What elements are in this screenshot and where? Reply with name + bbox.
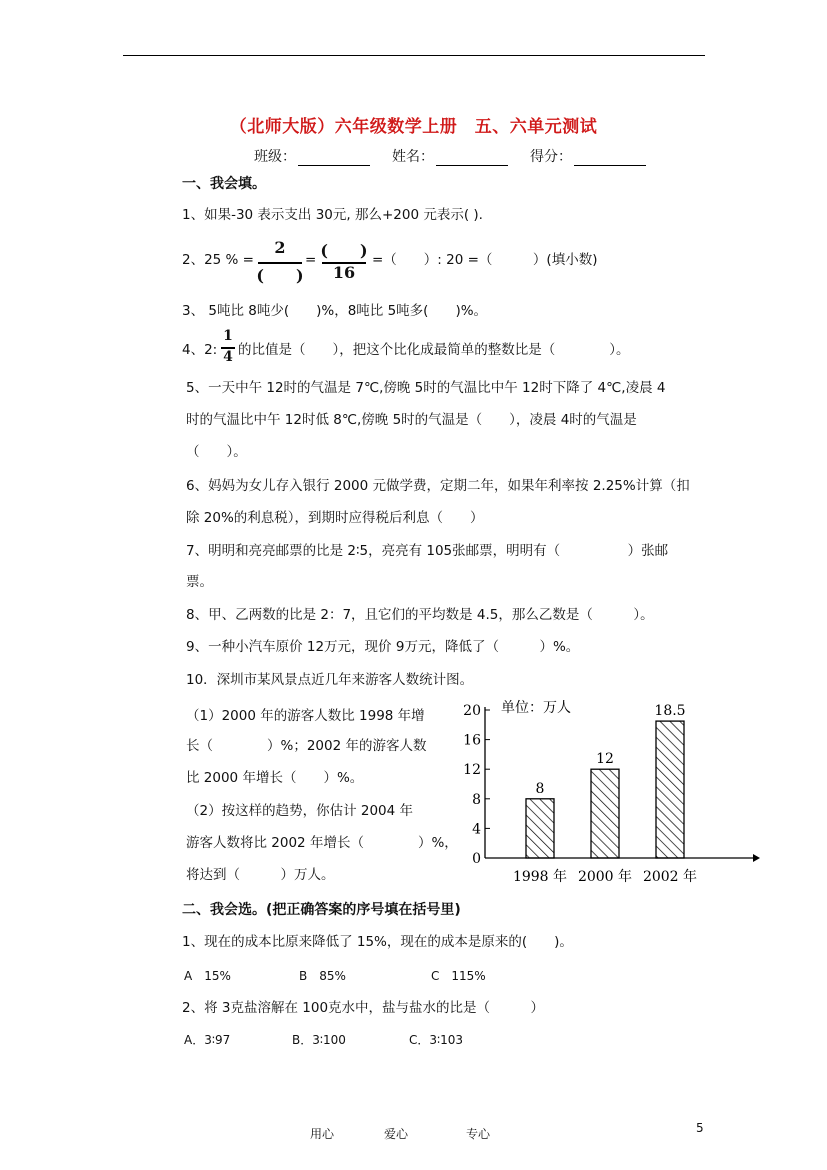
fraction-numerator: ( ) <box>320 241 368 260</box>
x-category-label: 2002 年 <box>642 869 698 885</box>
question-5-line3: （ ）。 <box>186 444 247 460</box>
fraction-denominator: ( ) <box>256 266 304 285</box>
bar <box>526 799 554 858</box>
chart-unit-label: 单位：万人 <box>501 700 571 716</box>
x-category-label: 2000 年 <box>577 869 633 885</box>
choice-2-option-a[interactable]: A．3∶97 <box>184 1033 231 1047</box>
question-8: 8、甲、乙两数的比是 2：7，且它们的平均数是 4.5，那么乙数是（ ）。 <box>186 607 654 623</box>
bar-value-label: 18.5 <box>654 703 686 720</box>
y-tick-label: 0 <box>472 851 481 867</box>
choice-question-1: 1、现在的成本比原来降低了 15%，现在的成本是原来的( )。 <box>182 934 573 950</box>
question-3: 3、 5吨比 8吨少( )%，8吨比 5吨多( )%。 <box>182 303 488 319</box>
y-tick-label: 8 <box>472 791 481 808</box>
question-7-line2: 票。 <box>186 574 213 590</box>
choice-2-option-b[interactable]: B．3∶100 <box>292 1033 346 1047</box>
question-4-suffix: 的比值是（ ），把这个比化成最简单的整数比是（ ）。 <box>238 342 630 358</box>
question-10-part2-line3: 将达到（ ）万人。 <box>186 867 335 883</box>
class-blank[interactable] <box>298 151 370 166</box>
choice-question-2: 2、将 3克盐溶解在 100克水中，盐与盐水的比是（ ） <box>182 1000 545 1016</box>
y-tick-label: 4 <box>472 821 481 838</box>
score-blank[interactable] <box>574 151 646 166</box>
y-tick-label: 20 <box>463 703 481 719</box>
question-6-line1: 6、妈妈为女儿存入银行 2000 元做学费，定期二年，如果年利率按 2.25%计算（扣 <box>186 478 690 494</box>
section1-heading: 一、我会填。 <box>182 176 266 192</box>
fraction-blank-over-16 <box>320 238 368 288</box>
question-10-part2-line1: （2）按这样的趋势，你估计 2004 年 <box>186 803 414 819</box>
class-field <box>254 146 370 166</box>
footer-item: 用心 <box>310 1127 335 1141</box>
question-10-part1-line3: 比 2000 年增长（ ）%。 <box>186 770 364 786</box>
y-tick-label: 12 <box>463 762 481 779</box>
question-9: 9、一种小汽车原价 12万元，现价 9万元，降低了（ ）%。 <box>186 639 580 655</box>
score-label: 得分： <box>530 149 572 165</box>
question-5-line1: 5、一天中午 12时的气温是 7℃,傍晚 5时的气温比中午 12时下降了 4℃,凌晨 4 <box>186 380 666 396</box>
fraction-one-quarter <box>220 328 236 370</box>
question-2-prefix: 2、25 % = <box>182 252 254 268</box>
score-field <box>530 146 646 166</box>
fraction-denominator: 16 <box>332 263 356 282</box>
question-6-line2: 除 20%的利息税），到期时应得税后利息（ ） <box>186 510 484 526</box>
tourist-bar-chart <box>455 695 760 895</box>
question-1: 1、如果-30 表示支出 30元, 那么+200 元表示( ). <box>182 207 483 223</box>
section2-heading: 二、我会选。(把正确答案的序号填在括号里) <box>182 902 461 918</box>
name-label: 姓名： <box>392 149 434 165</box>
footer-item: 专心 <box>466 1127 491 1141</box>
question-10-intro: 10．深圳市某风景点近几年来游客人数统计图。 <box>186 672 474 688</box>
x-category-label: 1998 年 <box>512 869 568 885</box>
header-rule <box>123 55 705 56</box>
fraction-numerator: 2 <box>274 238 286 257</box>
name-field <box>392 146 508 166</box>
fraction-numerator: 1 <box>223 328 233 344</box>
x-axis-arrow <box>753 854 760 862</box>
fraction-2-over-blank <box>256 238 304 288</box>
fraction-denominator: 4 <box>223 349 233 365</box>
bar-value-label: 8 <box>535 780 545 797</box>
bar-value-label: 12 <box>596 751 614 768</box>
choice-1-option-c[interactable]: C 115% <box>431 969 486 983</box>
page-number: 5 <box>696 1121 704 1135</box>
question-10-part2-line2: 游客人数将比 2002 年增长（ ）%， <box>186 835 458 851</box>
question-2-suffix: =（ ）: 20 =（ ）(填小数) <box>372 252 598 268</box>
bar <box>591 769 619 858</box>
equals-sign: = <box>305 252 317 268</box>
question-4-prefix: 4、2: <box>182 342 218 358</box>
question-10-part1-line2: 长（ ）%；2002 年的游客人数 <box>186 738 427 754</box>
footer-item: 爱心 <box>384 1127 409 1141</box>
question-5-line2: 时的气温比中午 12时低 8℃,傍晚 5时的气温是（ ），凌晨 4时的气温是 <box>186 412 637 428</box>
choice-1-option-a[interactable]: A 15% <box>184 969 231 983</box>
choice-2-option-c[interactable]: C．3∶103 <box>409 1033 464 1047</box>
question-7-line1: 7、明明和亮亮邮票的比是 2∶5，亮亮有 105张邮票，明明有（ ）张邮 <box>186 543 669 559</box>
name-blank[interactable] <box>436 151 508 166</box>
y-tick-label: 16 <box>463 732 481 749</box>
bar <box>656 721 684 858</box>
page-title: （北师大版）六年级数学上册 五、六单元测试 <box>229 117 598 137</box>
question-10-part1-line1: （1）2000 年的游客人数比 1998 年增 <box>186 708 425 724</box>
class-label: 班级： <box>254 149 296 165</box>
choice-1-option-b[interactable]: B 85% <box>299 969 346 983</box>
